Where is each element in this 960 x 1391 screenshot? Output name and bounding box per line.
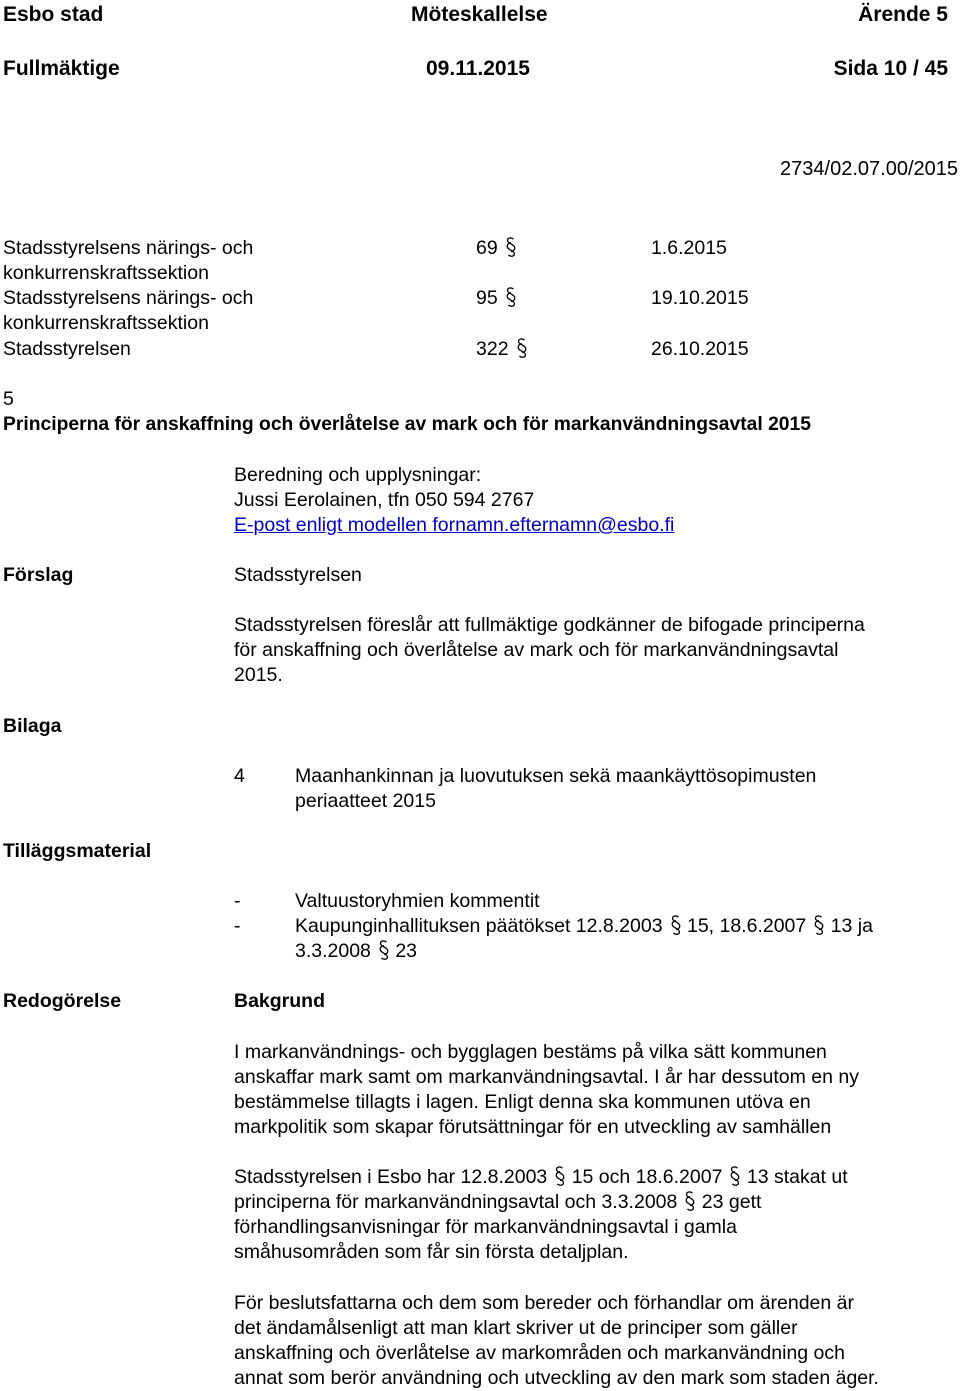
- header-date: 09.11.2015: [426, 57, 530, 80]
- background-para1-line: anskaffar mark samt om markanvändningsavtal. I år har dessutom en ny: [234, 1066, 860, 1088]
- supplementary-text: 3.3.2008: [295, 940, 371, 962]
- supplementary-item-2-cont: [295, 939, 417, 964]
- proposal-line-2: för anskaffning och överlåtelse av mark och för markanvändningsavtal: [234, 639, 839, 661]
- label-forslag: Förslag: [3, 564, 74, 586]
- section-mark-icon: [554, 1165, 566, 1187]
- history-body-1-cont: konkurrenskraftssektion: [3, 262, 209, 284]
- background-para3-line: För beslutsfattarna och dem som bereder och förhandlar om ärenden är: [234, 1292, 855, 1314]
- history-body-1: Stadsstyrelsens närings- och: [3, 237, 254, 259]
- header-body: Fullmäktige: [3, 57, 120, 80]
- attachment-line-2: periaatteet 2015: [295, 790, 436, 812]
- history-body-2-cont: konkurrenskraftssektion: [3, 312, 209, 334]
- label-tillaggsmaterial: Tilläggsmaterial: [3, 840, 152, 862]
- supplementary-text: Kaupunginhallituksen päätökset 12.8.2003: [295, 915, 663, 937]
- background-para2-line: [234, 1165, 848, 1190]
- attachment-number: 4: [234, 765, 245, 787]
- background-para3-line: det ändamålsenligt att man klart skriver ut de principer som gäller: [234, 1317, 798, 1339]
- background-para3-line: annat som berör användning och utveckling av den mark som staden äger.: [234, 1367, 879, 1389]
- header-page: Sida 10 / 45: [833, 57, 948, 80]
- section-mark-icon: [813, 914, 825, 936]
- background-text: 13 stakat ut: [746, 1166, 848, 1188]
- label-bilaga: Bilaga: [3, 715, 62, 737]
- background-text: Stadsstyrelsen i Esbo har 12.8.2003: [234, 1166, 548, 1188]
- attachment-line-1: Maanhankinnan ja luovutuksen sekä maankäyttösopimusten: [295, 765, 817, 787]
- section-mark-icon: [684, 1190, 696, 1212]
- section-mark-icon: [505, 236, 517, 258]
- background-text: 15 och 18.6.2007: [571, 1166, 723, 1188]
- history-section-number: 69: [476, 237, 498, 259]
- proposal-line-3: 2015.: [234, 664, 283, 686]
- history-section-number: 322: [476, 338, 509, 360]
- history-body-2: Stadsstyrelsens närings- och: [3, 287, 254, 309]
- section-mark-icon: [516, 337, 528, 359]
- label-redogorelse: Redogörelse: [3, 990, 122, 1012]
- supplementary-item-2: [295, 914, 873, 939]
- reference-number: 2734/02.07.00/2015: [780, 158, 958, 180]
- section-mark-icon: [729, 1165, 741, 1187]
- background-heading: Bakgrund: [234, 990, 326, 1012]
- proposal-line-1: Stadsstyrelsen föreslår att fullmäktige godkänner de bifogade principerna: [234, 614, 865, 636]
- history-date-3: 26.10.2015: [651, 338, 749, 360]
- background-para2-line: småhusområden som får sin första detaljplan.: [234, 1241, 629, 1263]
- supplementary-item-1: Valtuustoryhmien kommentit: [295, 890, 540, 912]
- proposal-proposer: Stadsstyrelsen: [234, 564, 362, 586]
- history-body-3: Stadsstyrelsen: [3, 338, 131, 360]
- item-number: 5: [3, 388, 14, 410]
- history-section-number: 95: [476, 287, 498, 309]
- background-para1-line: markpolitik som skapar förutsättningar för en utveckling av samhällen: [234, 1116, 832, 1138]
- supplementary-text: 13 ja: [830, 915, 873, 937]
- preparation-label: Beredning och upplysningar:: [234, 464, 482, 486]
- history-section-3: [476, 337, 528, 362]
- header-doc-type: Möteskallelse: [411, 3, 548, 26]
- history-date-1: 1.6.2015: [651, 237, 727, 259]
- header-org: Esbo stad: [3, 3, 104, 26]
- section-mark-icon: [378, 939, 390, 961]
- history-section-1: [476, 236, 517, 261]
- background-para2-line: förhandlingsanvisningar för markanvändningsavtal i gamla: [234, 1216, 737, 1238]
- list-dash: -: [234, 915, 241, 937]
- background-para1-line: bestämmelse tillagts i lagen. Enligt denna ska kommunen utöva en: [234, 1091, 811, 1113]
- item-title: Principerna för anskaffning och överlåtelse av mark och för markanvändningsavtal 2015: [3, 414, 811, 435]
- list-dash: -: [234, 890, 241, 912]
- supplementary-text: 15, 18.6.2007: [686, 915, 807, 937]
- preparation-contact: Jussi Eerolainen, tfn 050 594 2767: [234, 489, 535, 511]
- supplementary-text: 23: [395, 940, 418, 962]
- background-para3-line: anskaffning och överlåtelse av markområden och markanvändning och: [234, 1342, 845, 1364]
- section-mark-icon: [505, 286, 517, 308]
- history-date-2: 19.10.2015: [651, 287, 749, 309]
- background-para1-line: I markanvändnings- och bygglagen bestäms på vilka sätt kommunen: [234, 1041, 827, 1063]
- background-text: principerna för markanvändningsavtal och 3.3.2008: [234, 1191, 678, 1213]
- header-item: Ärende 5: [858, 3, 948, 26]
- background-para2-line: [234, 1190, 761, 1215]
- history-section-2: [476, 286, 517, 311]
- email-link[interactable]: E-post enligt modellen fornamn.efternamn@esbo.fi: [234, 514, 675, 536]
- background-text: 23 gett: [701, 1191, 762, 1213]
- section-mark-icon: [670, 914, 682, 936]
